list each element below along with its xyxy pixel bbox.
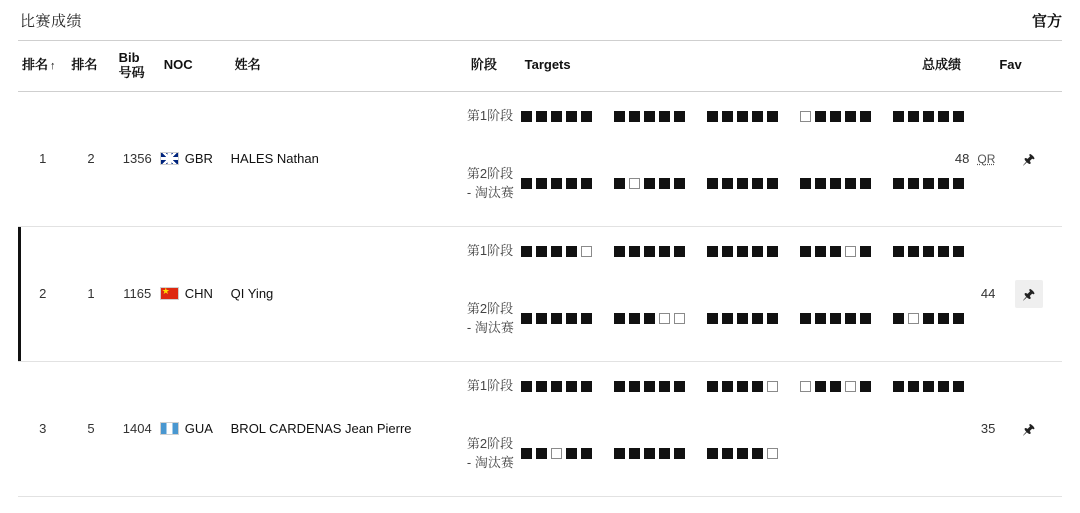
shot-hit-icon xyxy=(707,111,718,122)
phase-2-label: 第2阶段 - 淘汰赛 xyxy=(466,301,514,335)
shot-miss-icon xyxy=(800,111,811,122)
phase-1-label: 第1阶段 xyxy=(466,108,514,124)
col-bib-line2: 号码 xyxy=(118,64,145,80)
shot-hit-icon xyxy=(521,111,532,122)
shot-hit-icon xyxy=(629,313,640,324)
shot-hit-icon xyxy=(893,381,904,392)
shot-hit-icon xyxy=(893,246,904,257)
shot-series xyxy=(614,448,685,459)
phase-1-label: 第1阶段 xyxy=(466,378,514,394)
shot-hit-icon xyxy=(707,313,718,324)
shot-hit-icon xyxy=(752,448,763,459)
table-body xyxy=(18,91,1062,496)
shot-series xyxy=(614,111,685,122)
cell-rank: 2 xyxy=(18,226,67,361)
shot-hit-icon xyxy=(923,246,934,257)
shot-hit-icon xyxy=(845,313,856,324)
shot-miss-icon xyxy=(581,246,592,257)
header-row xyxy=(18,41,1062,92)
flag-gbr-icon xyxy=(160,152,179,165)
col-fav: Fav xyxy=(995,41,1062,92)
shot-hit-icon xyxy=(830,111,841,122)
shot-series xyxy=(893,246,964,257)
shot-hit-icon xyxy=(536,111,547,122)
shot-hit-icon xyxy=(908,246,919,257)
shot-hit-icon xyxy=(614,111,625,122)
shot-hit-icon xyxy=(674,178,685,189)
shot-hit-icon xyxy=(551,178,562,189)
table-header xyxy=(18,41,1062,92)
pin-icon[interactable]: 🖈 xyxy=(1018,285,1039,303)
shot-series xyxy=(800,381,871,392)
shot-hit-icon xyxy=(521,178,532,189)
shot-hit-icon xyxy=(908,111,919,122)
shot-hit-icon xyxy=(722,313,733,324)
shot-hit-icon xyxy=(953,313,964,324)
shot-series xyxy=(521,246,592,257)
shot-hit-icon xyxy=(659,381,670,392)
cell-fav xyxy=(995,361,1062,496)
shot-hit-icon xyxy=(938,381,949,392)
shot-hit-icon xyxy=(737,448,748,459)
shot-miss-icon xyxy=(800,381,811,392)
shot-hit-icon xyxy=(800,246,811,257)
shot-hit-icon xyxy=(767,111,778,122)
shot-hit-icon xyxy=(581,313,592,324)
shot-hit-icon xyxy=(674,111,685,122)
qualification-record-mark: QR xyxy=(977,151,996,166)
shot-hit-icon xyxy=(581,448,592,459)
shot-hit-icon xyxy=(845,178,856,189)
targets-phase-1 xyxy=(521,92,918,142)
shot-series xyxy=(800,313,871,324)
shot-hit-icon xyxy=(644,381,655,392)
shot-hit-icon xyxy=(767,178,778,189)
cell-phase xyxy=(467,91,521,226)
shot-hit-icon xyxy=(923,381,934,392)
cell-targets xyxy=(521,226,918,361)
shot-hit-icon xyxy=(938,246,949,257)
shot-hit-icon xyxy=(674,448,685,459)
shot-hit-icon xyxy=(521,448,532,459)
shot-hit-icon xyxy=(566,246,577,257)
shot-series xyxy=(893,313,964,324)
targets-phase-2 xyxy=(521,412,918,496)
shot-hit-icon xyxy=(644,178,655,189)
noc-code: GUA xyxy=(184,421,213,437)
shot-hit-icon xyxy=(737,178,748,189)
shot-hit-icon xyxy=(536,381,547,392)
shot-series xyxy=(614,313,685,324)
shot-series xyxy=(707,178,778,189)
shot-hit-icon xyxy=(908,178,919,189)
col-phase: 阶段 xyxy=(467,41,521,92)
noc-code: GBR xyxy=(184,151,213,167)
cell-phase xyxy=(467,361,521,496)
col-total[interactable]: 总成绩 xyxy=(918,41,995,92)
col-noc[interactable]: NOC xyxy=(160,41,231,92)
shot-miss-icon xyxy=(767,381,778,392)
shot-hit-icon xyxy=(722,381,733,392)
shot-hit-icon xyxy=(752,111,763,122)
targets-phase-1 xyxy=(521,362,918,412)
official-badge: 官方 xyxy=(1031,12,1062,30)
shot-hit-icon xyxy=(707,246,718,257)
shot-hit-icon xyxy=(830,381,841,392)
flag-gua-icon xyxy=(160,422,179,435)
shot-hit-icon xyxy=(752,246,763,257)
shot-hit-icon xyxy=(860,246,871,257)
shot-hit-icon xyxy=(752,381,763,392)
shot-hit-icon xyxy=(614,381,625,392)
col-targets: Targets xyxy=(521,41,918,92)
targets-phase-2 xyxy=(521,277,918,361)
shot-hit-icon xyxy=(953,246,964,257)
col-name[interactable]: 姓名 xyxy=(231,41,467,92)
shot-miss-icon xyxy=(629,178,640,189)
cell-targets xyxy=(521,361,918,496)
shot-series xyxy=(521,313,592,324)
cell-bib: 1165 xyxy=(115,226,160,361)
shot-hit-icon xyxy=(860,381,871,392)
shot-series xyxy=(521,111,592,122)
shot-hit-icon xyxy=(938,313,949,324)
shot-hit-icon xyxy=(800,178,811,189)
phase-1-label: 第1阶段 xyxy=(466,243,514,259)
targets-phase-2 xyxy=(521,142,918,226)
shot-hit-icon xyxy=(659,178,670,189)
shot-hit-icon xyxy=(581,178,592,189)
shot-hit-icon xyxy=(581,381,592,392)
cell-rank: 1 xyxy=(18,91,67,226)
shot-hit-icon xyxy=(860,178,871,189)
shot-hit-icon xyxy=(674,246,685,257)
table-row[interactable] xyxy=(18,361,1062,496)
shot-hit-icon xyxy=(644,448,655,459)
pin-icon[interactable]: 🖈 xyxy=(1018,150,1039,168)
shot-miss-icon xyxy=(674,313,685,324)
shot-hit-icon xyxy=(566,178,577,189)
shot-hit-icon xyxy=(581,111,592,122)
col-bib[interactable] xyxy=(115,41,160,92)
page-header xyxy=(0,0,1080,40)
shot-hit-icon xyxy=(830,313,841,324)
shot-hit-icon xyxy=(938,111,949,122)
table-row[interactable] xyxy=(18,226,1062,361)
shot-hit-icon xyxy=(614,246,625,257)
cell-rank2: 1 xyxy=(67,226,114,361)
phase-2-label: 第2阶段 - 淘汰赛 xyxy=(466,166,514,200)
shot-series xyxy=(800,111,871,122)
shot-series xyxy=(893,178,964,189)
cell-bib: 1404 xyxy=(115,361,160,496)
shot-hit-icon xyxy=(830,178,841,189)
shot-hit-icon xyxy=(551,111,562,122)
shot-hit-icon xyxy=(521,246,532,257)
shot-hit-icon xyxy=(629,448,640,459)
shot-hit-icon xyxy=(551,313,562,324)
cell-phase xyxy=(467,226,521,361)
shot-hit-icon xyxy=(629,111,640,122)
cell-noc xyxy=(160,226,231,361)
shot-hit-icon xyxy=(908,381,919,392)
cell-rank2: 2 xyxy=(67,91,114,226)
total-score: 48 xyxy=(954,151,970,167)
targets-phase-1 xyxy=(521,227,918,277)
shot-series xyxy=(893,111,964,122)
shot-hit-icon xyxy=(815,178,826,189)
cell-noc xyxy=(160,91,231,226)
shot-series xyxy=(614,178,685,189)
total-score: 35 xyxy=(980,421,996,437)
shot-hit-icon xyxy=(707,178,718,189)
shot-series xyxy=(521,178,592,189)
cell-noc xyxy=(160,361,231,496)
shot-miss-icon xyxy=(659,313,670,324)
shot-hit-icon xyxy=(521,381,532,392)
shot-hit-icon xyxy=(923,313,934,324)
total-score: 44 xyxy=(980,286,996,302)
shot-hit-icon xyxy=(614,313,625,324)
sort-ascending-icon: ↑ xyxy=(50,60,56,73)
shot-hit-icon xyxy=(566,448,577,459)
shot-hit-icon xyxy=(644,246,655,257)
cell-bib: 1356 xyxy=(115,91,160,226)
shot-hit-icon xyxy=(659,111,670,122)
shot-hit-icon xyxy=(938,178,949,189)
shot-hit-icon xyxy=(614,178,625,189)
col-rank[interactable] xyxy=(18,41,67,92)
flag-chn-icon xyxy=(160,287,179,300)
shot-hit-icon xyxy=(521,313,532,324)
shot-miss-icon xyxy=(908,313,919,324)
shot-hit-icon xyxy=(644,313,655,324)
shot-hit-icon xyxy=(659,246,670,257)
shot-hit-icon xyxy=(953,381,964,392)
shot-hit-icon xyxy=(536,246,547,257)
cell-fav xyxy=(995,226,1062,361)
shot-series xyxy=(521,381,592,392)
shot-hit-icon xyxy=(893,313,904,324)
table-row[interactable] xyxy=(18,91,1062,226)
shot-hit-icon xyxy=(536,313,547,324)
noc-code: CHN xyxy=(184,286,213,302)
shot-hit-icon xyxy=(536,178,547,189)
shot-series xyxy=(800,246,871,257)
shot-hit-icon xyxy=(893,111,904,122)
shot-hit-icon xyxy=(815,111,826,122)
shot-hit-icon xyxy=(674,381,685,392)
shot-series xyxy=(707,313,778,324)
shot-series xyxy=(800,178,871,189)
shot-hit-icon xyxy=(815,313,826,324)
shot-hit-icon xyxy=(659,448,670,459)
shot-hit-icon xyxy=(566,313,577,324)
shot-hit-icon xyxy=(629,246,640,257)
shot-hit-icon xyxy=(923,111,934,122)
pin-icon[interactable]: 🖈 xyxy=(1018,420,1039,438)
shot-hit-icon xyxy=(893,178,904,189)
shot-hit-icon xyxy=(644,111,655,122)
cell-athlete-name[interactable]: BROL CARDENAS Jean Pierre xyxy=(231,361,467,496)
shot-series xyxy=(521,448,592,459)
cell-rank2: 5 xyxy=(67,361,114,496)
shot-hit-icon xyxy=(737,246,748,257)
shot-hit-icon xyxy=(752,313,763,324)
shot-hit-icon xyxy=(737,111,748,122)
shot-series xyxy=(707,111,778,122)
shot-hit-icon xyxy=(722,246,733,257)
results-table-wrap xyxy=(0,40,1080,497)
cell-fav xyxy=(995,91,1062,226)
col-rank2[interactable]: 排名 xyxy=(67,41,114,92)
shot-hit-icon xyxy=(815,246,826,257)
phase-2-label: 第2阶段 - 淘汰赛 xyxy=(466,436,514,470)
shot-hit-icon xyxy=(830,246,841,257)
page-title: 比赛成绩 xyxy=(20,12,83,30)
shot-miss-icon xyxy=(845,246,856,257)
shot-series xyxy=(707,448,778,459)
shot-series xyxy=(614,246,685,257)
cell-targets xyxy=(521,91,918,226)
shot-hit-icon xyxy=(953,111,964,122)
shot-miss-icon xyxy=(551,448,562,459)
shot-hit-icon xyxy=(722,111,733,122)
shot-hit-icon xyxy=(566,381,577,392)
shot-miss-icon xyxy=(767,448,778,459)
shot-miss-icon xyxy=(845,381,856,392)
shot-series xyxy=(893,381,964,392)
shot-hit-icon xyxy=(551,246,562,257)
cell-rank: 3 xyxy=(18,361,67,496)
col-bib-line1: Bib xyxy=(118,50,140,65)
shot-hit-icon xyxy=(737,381,748,392)
shot-series xyxy=(707,246,778,257)
shot-hit-icon xyxy=(767,313,778,324)
shot-series xyxy=(614,381,685,392)
shot-hit-icon xyxy=(707,448,718,459)
shot-hit-icon xyxy=(767,246,778,257)
shot-hit-icon xyxy=(629,381,640,392)
cell-athlete-name[interactable]: QI Ying xyxy=(231,226,467,361)
shot-hit-icon xyxy=(551,381,562,392)
shot-hit-icon xyxy=(737,313,748,324)
shot-hit-icon xyxy=(845,111,856,122)
shot-hit-icon xyxy=(722,178,733,189)
shot-hit-icon xyxy=(614,448,625,459)
shot-hit-icon xyxy=(953,178,964,189)
results-table xyxy=(18,40,1062,497)
shot-hit-icon xyxy=(707,381,718,392)
shot-hit-icon xyxy=(722,448,733,459)
shot-hit-icon xyxy=(860,313,871,324)
shot-hit-icon xyxy=(923,178,934,189)
shot-hit-icon xyxy=(860,111,871,122)
shot-hit-icon xyxy=(815,381,826,392)
cell-athlete-name[interactable]: HALES Nathan xyxy=(231,91,467,226)
shot-hit-icon xyxy=(566,111,577,122)
shot-hit-icon xyxy=(536,448,547,459)
shot-series xyxy=(707,381,778,392)
col-rank-label: 排名 xyxy=(22,57,49,73)
shot-hit-icon xyxy=(800,313,811,324)
shot-hit-icon xyxy=(752,178,763,189)
